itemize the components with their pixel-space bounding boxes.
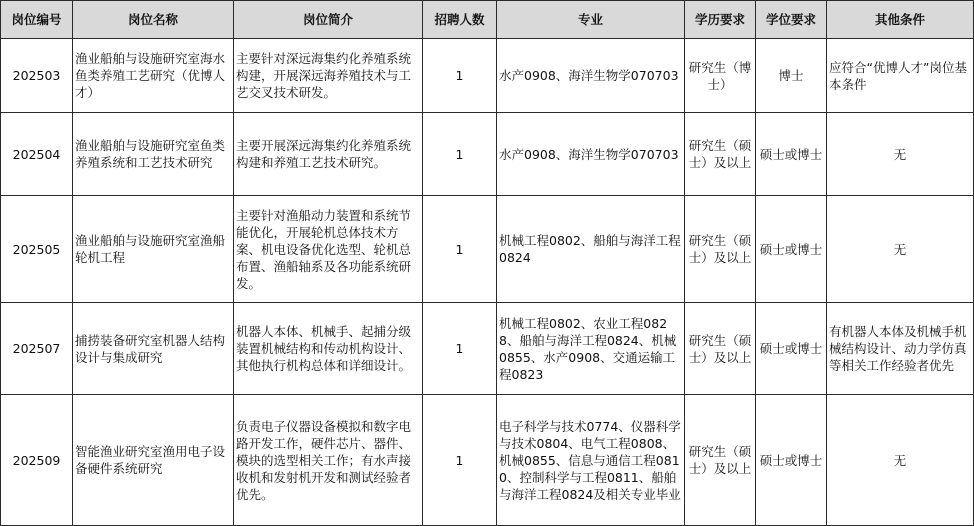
position-intro: 主要开展深远海集约化养殖系统构建和养殖工艺技术研究。 — [234, 113, 423, 196]
education-requirement: 研究生（硕士）及以上 — [685, 196, 756, 303]
header-education: 学历要求 — [685, 1, 756, 39]
hire-count: 1 — [423, 113, 497, 196]
major: 机械工程0802、船舶与海洋工程0824 — [497, 196, 685, 303]
position-name: 捕捞装备研究室机器人结构设计与集成研究 — [73, 303, 234, 395]
header-name: 岗位名称 — [73, 1, 234, 39]
header-major: 专业 — [497, 1, 685, 39]
table-row — [1, 113, 974, 196]
education-requirement: 研究生（硕士）及以上 — [685, 303, 756, 395]
education-requirement: 研究生（硕士）及以上 — [685, 395, 756, 526]
position-code: 202503 — [1, 39, 73, 113]
other-conditions: 应符合“优博人才”岗位基本条件 — [827, 39, 974, 113]
position-name: 智能渔业研究室渔用电子设备硬件系统研究 — [73, 395, 234, 526]
position-code: 202504 — [1, 113, 73, 196]
header-other: 其他条件 — [827, 1, 974, 39]
position-code: 202507 — [1, 303, 73, 395]
header-count: 招聘人数 — [423, 1, 497, 39]
table-row — [1, 395, 974, 526]
other-conditions: 无 — [827, 196, 974, 303]
education-requirement: 研究生（博士） — [685, 39, 756, 113]
major: 机械工程0802、农业工程0828、船舶与海洋工程0824、机械0855、水产0908、交通运输工程0823 — [497, 303, 685, 395]
position-name: 渔业船舶与设施研究室海水鱼类养殖工艺研究（优博人才） — [73, 39, 234, 113]
other-conditions: 无 — [827, 113, 974, 196]
degree-requirement: 硕士或博士 — [756, 303, 827, 395]
header-degree: 学位要求 — [756, 1, 827, 39]
hire-count: 1 — [423, 395, 497, 526]
table-row — [1, 196, 974, 303]
position-code: 202509 — [1, 395, 73, 526]
position-intro: 主要针对渔船动力装置和系统节能优化，开展轮机总体技术方案、机电设备优化选型、轮机总布置、渔船轴系及各功能系统研发。 — [234, 196, 423, 303]
degree-requirement: 博士 — [756, 39, 827, 113]
header-intro: 岗位简介 — [234, 1, 423, 39]
table-row — [1, 39, 974, 113]
degree-requirement: 硕士或博士 — [756, 196, 827, 303]
position-name: 渔业船舶与设施研究室鱼类养殖系统和工艺技术研究 — [73, 113, 234, 196]
hire-count: 1 — [423, 303, 497, 395]
major: 水产0908、海洋生物学070703 — [497, 39, 685, 113]
hire-count: 1 — [423, 39, 497, 113]
position-intro: 机器人本体、机械手、起捕分级装置机械结构和传动机构设计、其他执行机构总体和详细设计。 — [234, 303, 423, 395]
header-row — [1, 1, 974, 39]
major: 水产0908、海洋生物学070703 — [497, 113, 685, 196]
position-name: 渔业船舶与设施研究室渔船轮机工程 — [73, 196, 234, 303]
position-intro: 主要针对深远海集约化养殖系统构建，开展深远海养殖技术与工艺交叉技术研发。 — [234, 39, 423, 113]
other-conditions: 有机器人本体及机械手机械结构设计、动力学仿真等相关工作经验者优先 — [827, 303, 974, 395]
hire-count: 1 — [423, 196, 497, 303]
position-code: 202505 — [1, 196, 73, 303]
other-conditions: 无 — [827, 395, 974, 526]
degree-requirement: 硕士或博士 — [756, 395, 827, 526]
header-code: 岗位编号 — [1, 1, 73, 39]
education-requirement: 研究生（硕士）及以上 — [685, 113, 756, 196]
table-row — [1, 303, 974, 395]
position-intro: 负责电子仪器设备模拟和数字电路开发工作，硬件芯片、器件、模块的选型相关工作；有水声接收机和发射机开发和测试经验者优先。 — [234, 395, 423, 526]
major: 电子科学与技术0774、仪器科学与技术0804、电气工程0808、机械0855、信息与通信工程0810、控制科学与工程0811、船舶与海洋工程0824及相关专业毕业 — [497, 395, 685, 526]
degree-requirement: 硕士或博士 — [756, 113, 827, 196]
